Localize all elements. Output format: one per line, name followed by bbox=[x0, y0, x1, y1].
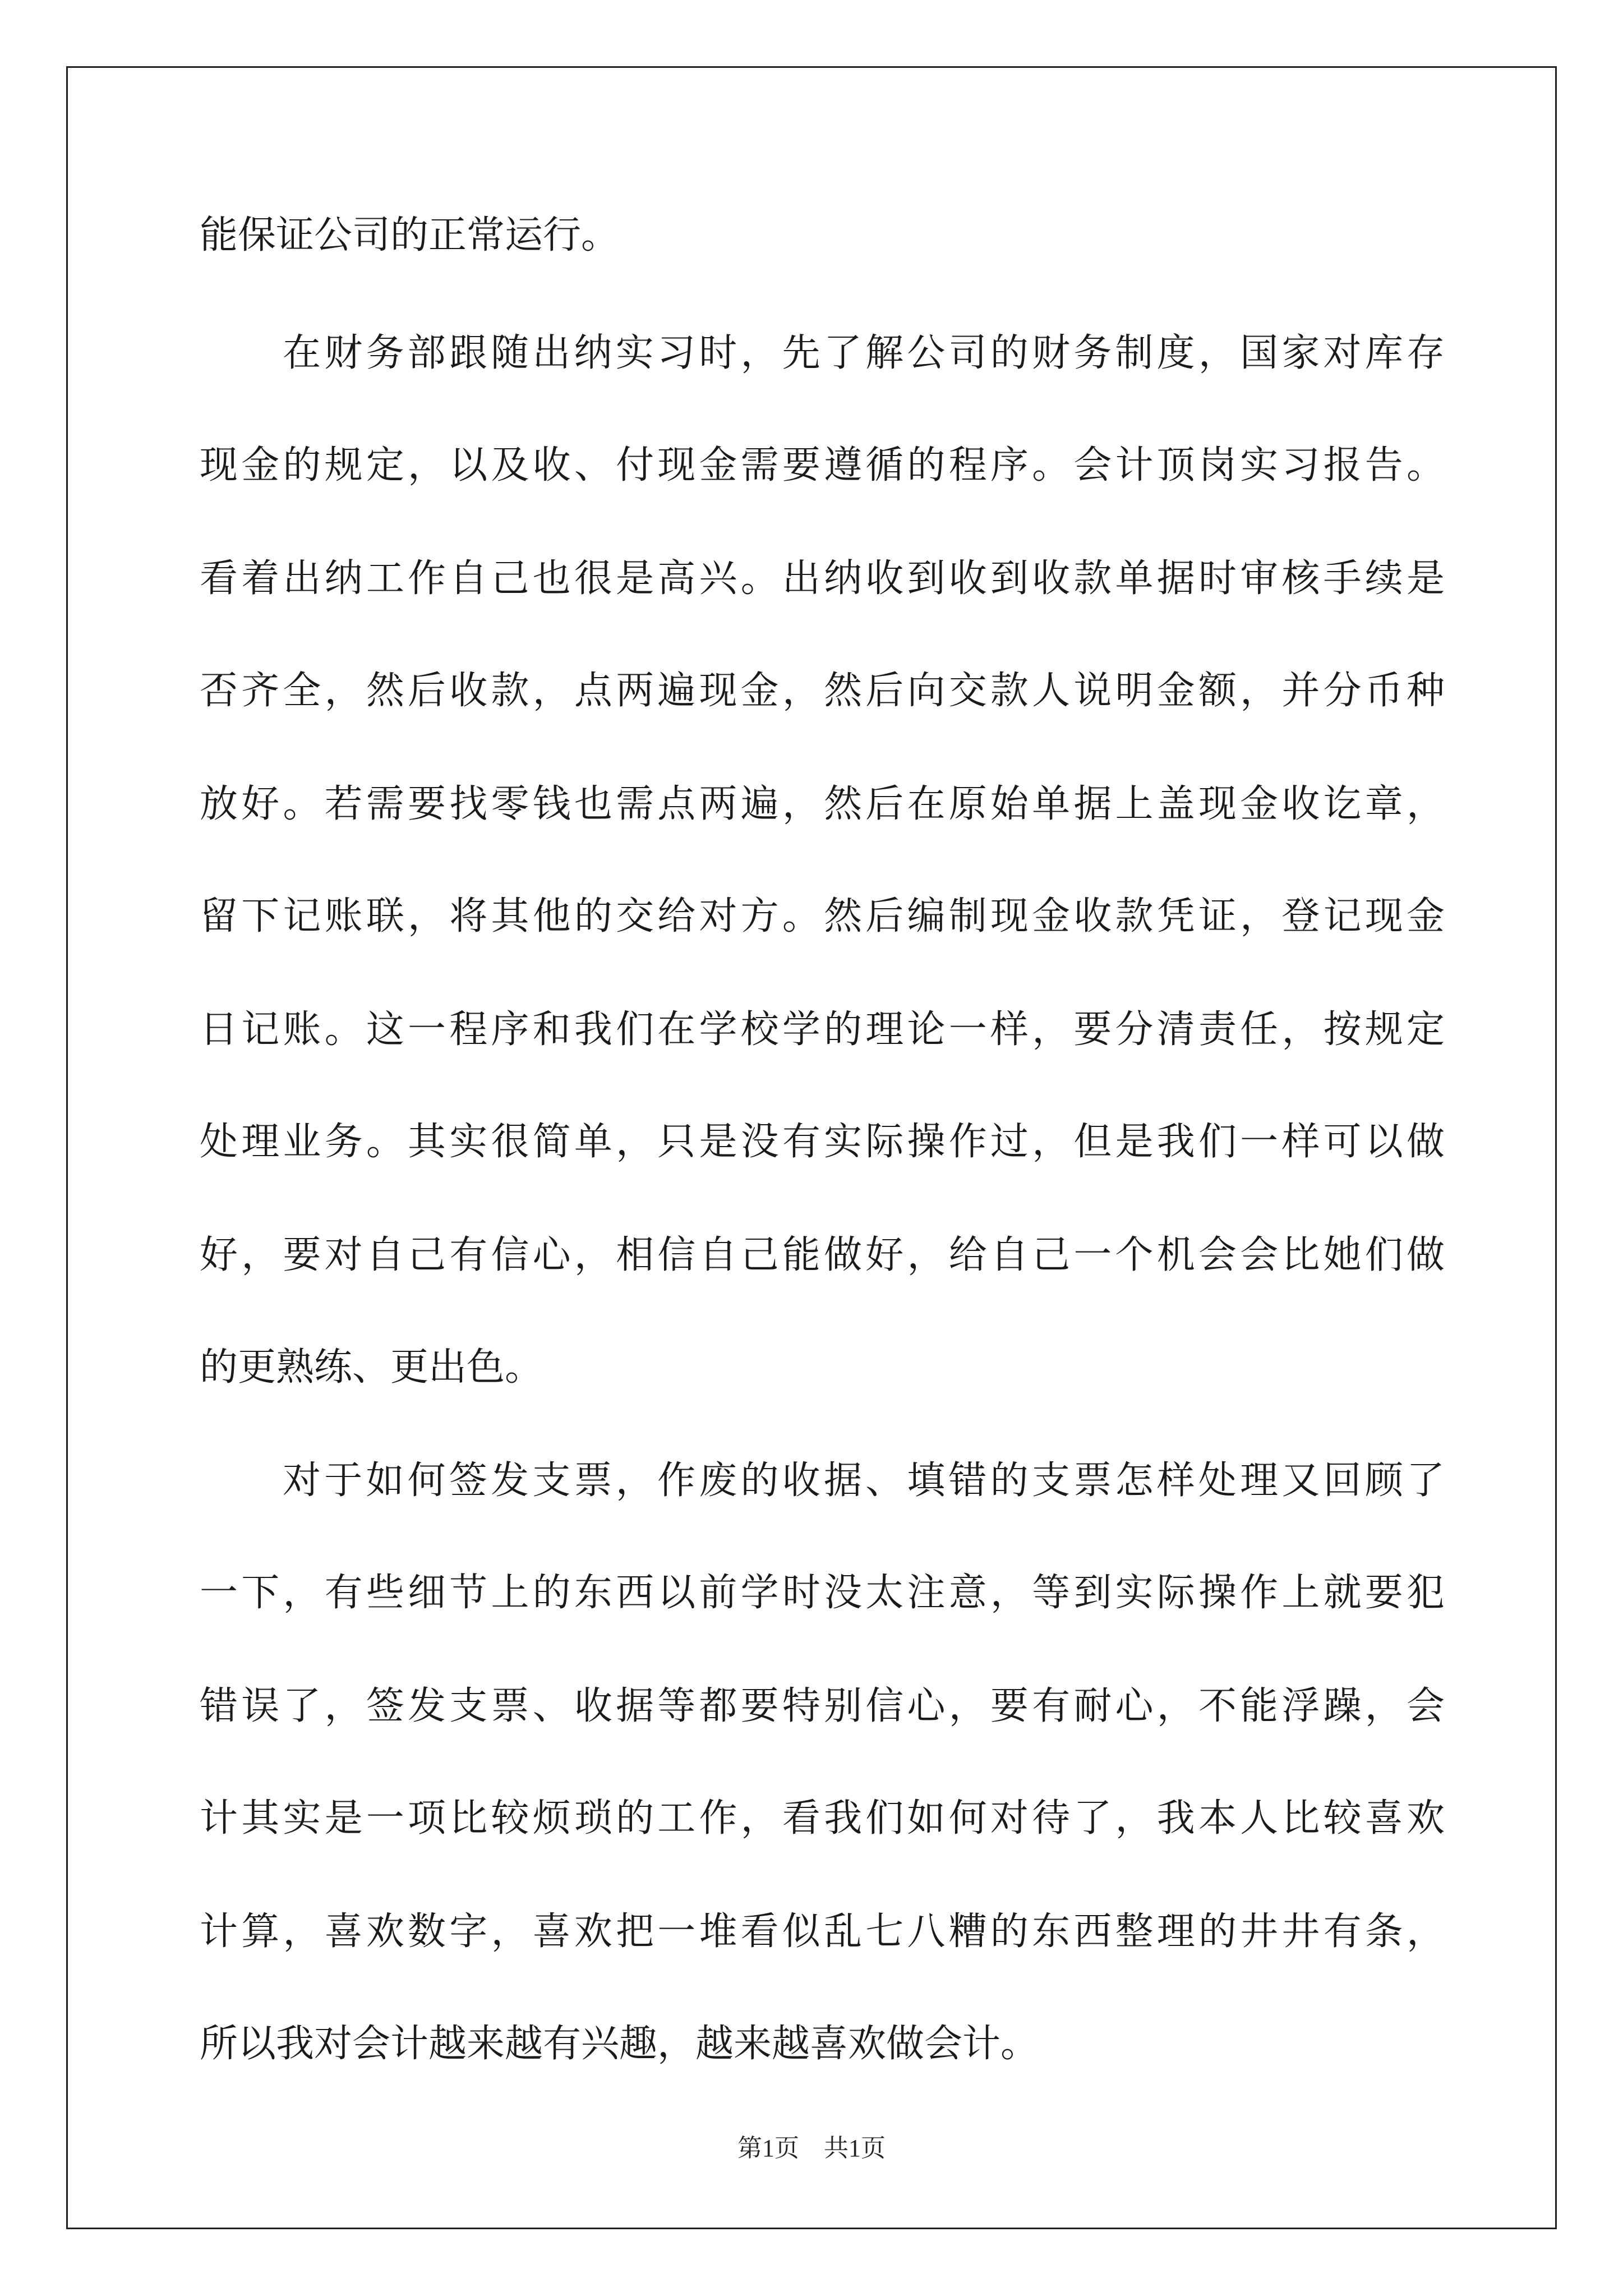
paragraph-line: 处理业务。其实很简单，只是没有实际操作过，但是我们一样可以做 bbox=[200, 1120, 1445, 1164]
paragraph-line: 错误了，签发支票、收据等都要特别信心，要有耐心，不能浮躁，会 bbox=[200, 1684, 1445, 1728]
paragraph-line: 的更熟练、更出色。 bbox=[200, 1345, 543, 1389]
paragraph-line: 在财务部跟随出纳实习时，先了解公司的财务制度，国家对库存 bbox=[283, 331, 1445, 375]
paragraph-line: 计算，喜欢数字，喜欢把一堆看似乱七八糟的东西整理的井井有条， bbox=[200, 1910, 1445, 1954]
paragraph-line: 所以我对会计越来越有兴趣，越来越喜欢做会计。 bbox=[200, 2022, 1039, 2066]
paragraph-line: 一下，有些细节上的东西以前学时没太注意，等到实际操作上就要犯 bbox=[200, 1571, 1445, 1615]
page-number-footer: 第1页 共1页 bbox=[737, 2134, 886, 2162]
paragraph-line: 计其实是一项比较烦琐的工作，看我们如何对待了，我本人比较喜欢 bbox=[200, 1796, 1445, 1841]
paragraph-line: 放好。若需要找零钱也需点两遍，然后在原始单据上盖现金收讫章， bbox=[200, 782, 1445, 826]
paragraph-line: 好，要对自己有信心，相信自己能做好，给自己一个机会会比她们做 bbox=[200, 1233, 1445, 1277]
paragraph-line: 留下记账联，将其他的交给对方。然后编制现金收款凭证，登记现金 bbox=[200, 894, 1445, 938]
paragraph-line: 日记账。这一程序和我们在学校学的理论一样，要分清责任，按规定 bbox=[200, 1007, 1445, 1052]
paragraph-line: 否齐全，然后收款，点两遍现金，然后向交款人说明金额，并分币种 bbox=[200, 669, 1445, 713]
paragraph-line: 能保证公司的正常运行。 bbox=[200, 213, 620, 257]
paragraph-line: 对于如何签发支票，作废的收据、填错的支票怎样处理又回顾了 bbox=[283, 1458, 1445, 1503]
paragraph-line: 现金的规定，以及收、付现金需要遵循的程序。会计顶岗实习报告。 bbox=[200, 443, 1445, 487]
paragraph-line: 看着出纳工作自己也很是高兴。出纳收到收到收款单据时审核手续是 bbox=[200, 556, 1445, 601]
